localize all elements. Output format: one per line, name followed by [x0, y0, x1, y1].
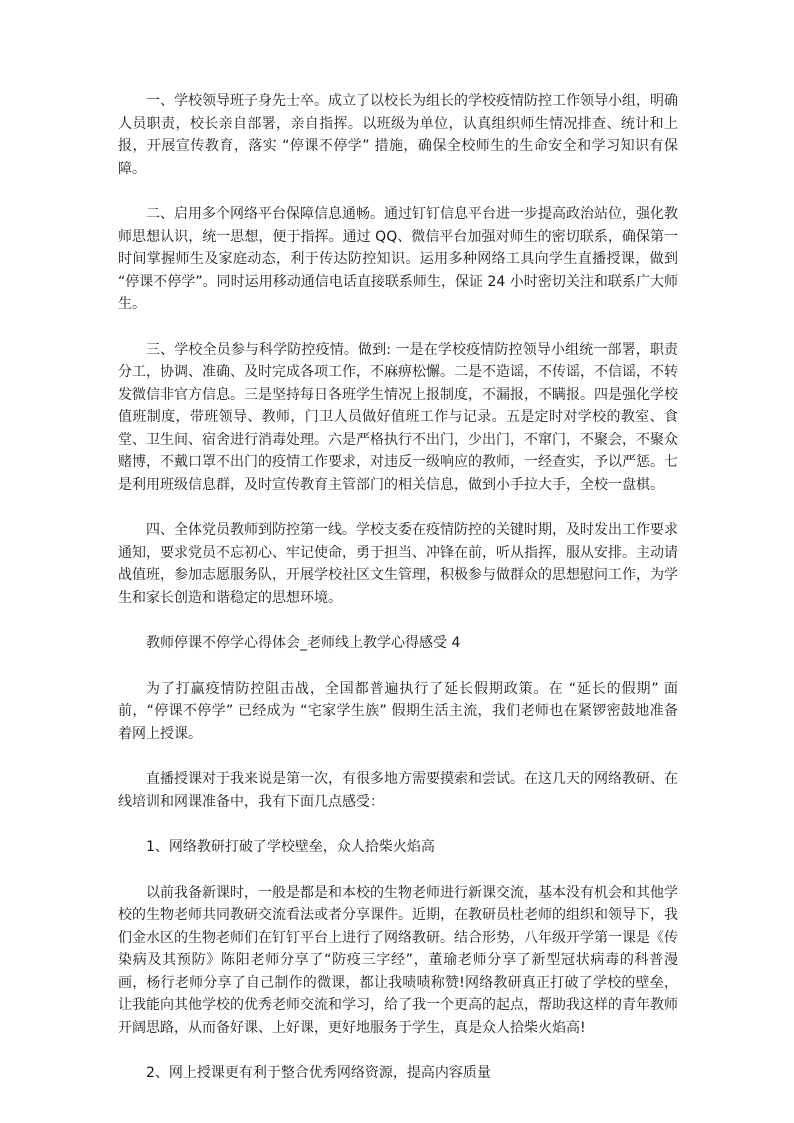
- point-heading-2: 2、网上授课更有利于整合优秀网络资源，提高内容质量: [146, 1065, 491, 1081]
- paragraph-party-members: 四、全体党员教师到防控第一线。学校支委在疫情防控的关键时期，及时发出工作要求通知，要求党员不忘初心、牢记使命，勇于担当、冲锋在前，听从指挥，服从安排。主动请战值班，参加志愿服务队，开展学校社区文生管理，积极参与做群众的思想慰问工作，为学生和家长创造和谐稳定的思想环境。: [118, 522, 678, 606]
- paragraph-network-platforms: 二、启用多个网络平台保障信息通畅。通过钉钉信息平台进一步提高政治站位，强化教师思想认识，统一思想，便于指挥。通过 QQ、微信平台加强对师生的密切联系，确保第一时间掌握师生及家庭动态，利于传达防控知识。运用多种网络工具向学生直播授课，做到 “停课不停学”。同时运用移动通信电话直接联系师生，保证 24 小时密切关注和联系广大师生。: [118, 206, 678, 312]
- paragraph-online-research: 以前我备新课时，一般是都是和本校的生物老师进行新课交流，基本没有机会和其他学校的生物老师共同教研交流看法或者分享课件。近期，在教研员杜老师的组织和领导下，我们金水区的生物老师们在钉钉平台上进行了网络教研。结合形势，八年级开学第一课是《传染病及其预防》陈阳老师分享了“防疫三字经”，董瑜老师分享了新型冠状病毒的科普漫画，杨行老师分享了自己制作的微课，都让我啧啧称赞!网络教研真正打破了学校的壁垒，让我能向其他学校的优秀老师交流和学习，给了我一个更高的起点，帮助我这样的青年教师开阔思路，从而备好课、上好课，更好地服务于学生，真是众人拾柴火焰高!: [118, 884, 678, 1036]
- document-body: [118, 90, 678, 1108]
- section-title: 教师停课不停学心得体会_老师线上教学心得感受 4: [146, 635, 461, 651]
- paragraph-first-live-class: 直播授课对于我来说是第一次，有很多地方需要摸索和尝试。在这几天的网络教研、在线培训和网课准备中，我有下面几点感受：: [118, 771, 678, 810]
- paragraph-intro: 为了打赢疫情防控阻击战，全国都普遍执行了延长假期政策。在 “延长的假期” 面前，“停课不停学” 已经成为 “宅家学生族” 假期生活主流，我们老师也在紧锣密鼓地准备着网上授课。: [118, 680, 678, 742]
- paragraph-prevention-measures: 三、学校全员参与科学防控疫情。做到: 一是在学校疫情防控领导小组统一部署，职责分工，协调、准确、及时完成各项工作，不麻痹松懈。二是不造谣，不传谣，不信谣，不转发微信非官方信息。三是坚持每日各班学生情况上报制度，不漏报，不瞒报。四是强化学校值班制度，带班领导、教师，门卫人员做好值班工作与记录。五是定时对学校的教室、食堂、卫生间、宿舍进行消毒处理。六是严格执行不出门，少出门，不窜门，不聚会，不聚众赌博，不戴口罩不出门的疫情工作要求，对违反一级响应的教师，一经查实，予以严惩。七是利用班级信息群，及时宣传教育主管部门的相关信息，做到小手拉大手，全校一盘棋。: [118, 341, 678, 493]
- point-heading-1: 1、网络教研打破了学校壁垒，众人拾柴火焰高: [146, 839, 435, 855]
- paragraph-leadership: 一、学校领导班子身先士卒。成立了以校长为组长的学校疫情防控工作领导小组，明确人员职责，校长亲自部署，亲自指挥。以班级为单位，认真组织师生情况排查、统计和上报，开展宣传教育，落实 “停课不停学” 措施，确保全校师生的生命安全和学习知识有保障。: [118, 93, 678, 177]
